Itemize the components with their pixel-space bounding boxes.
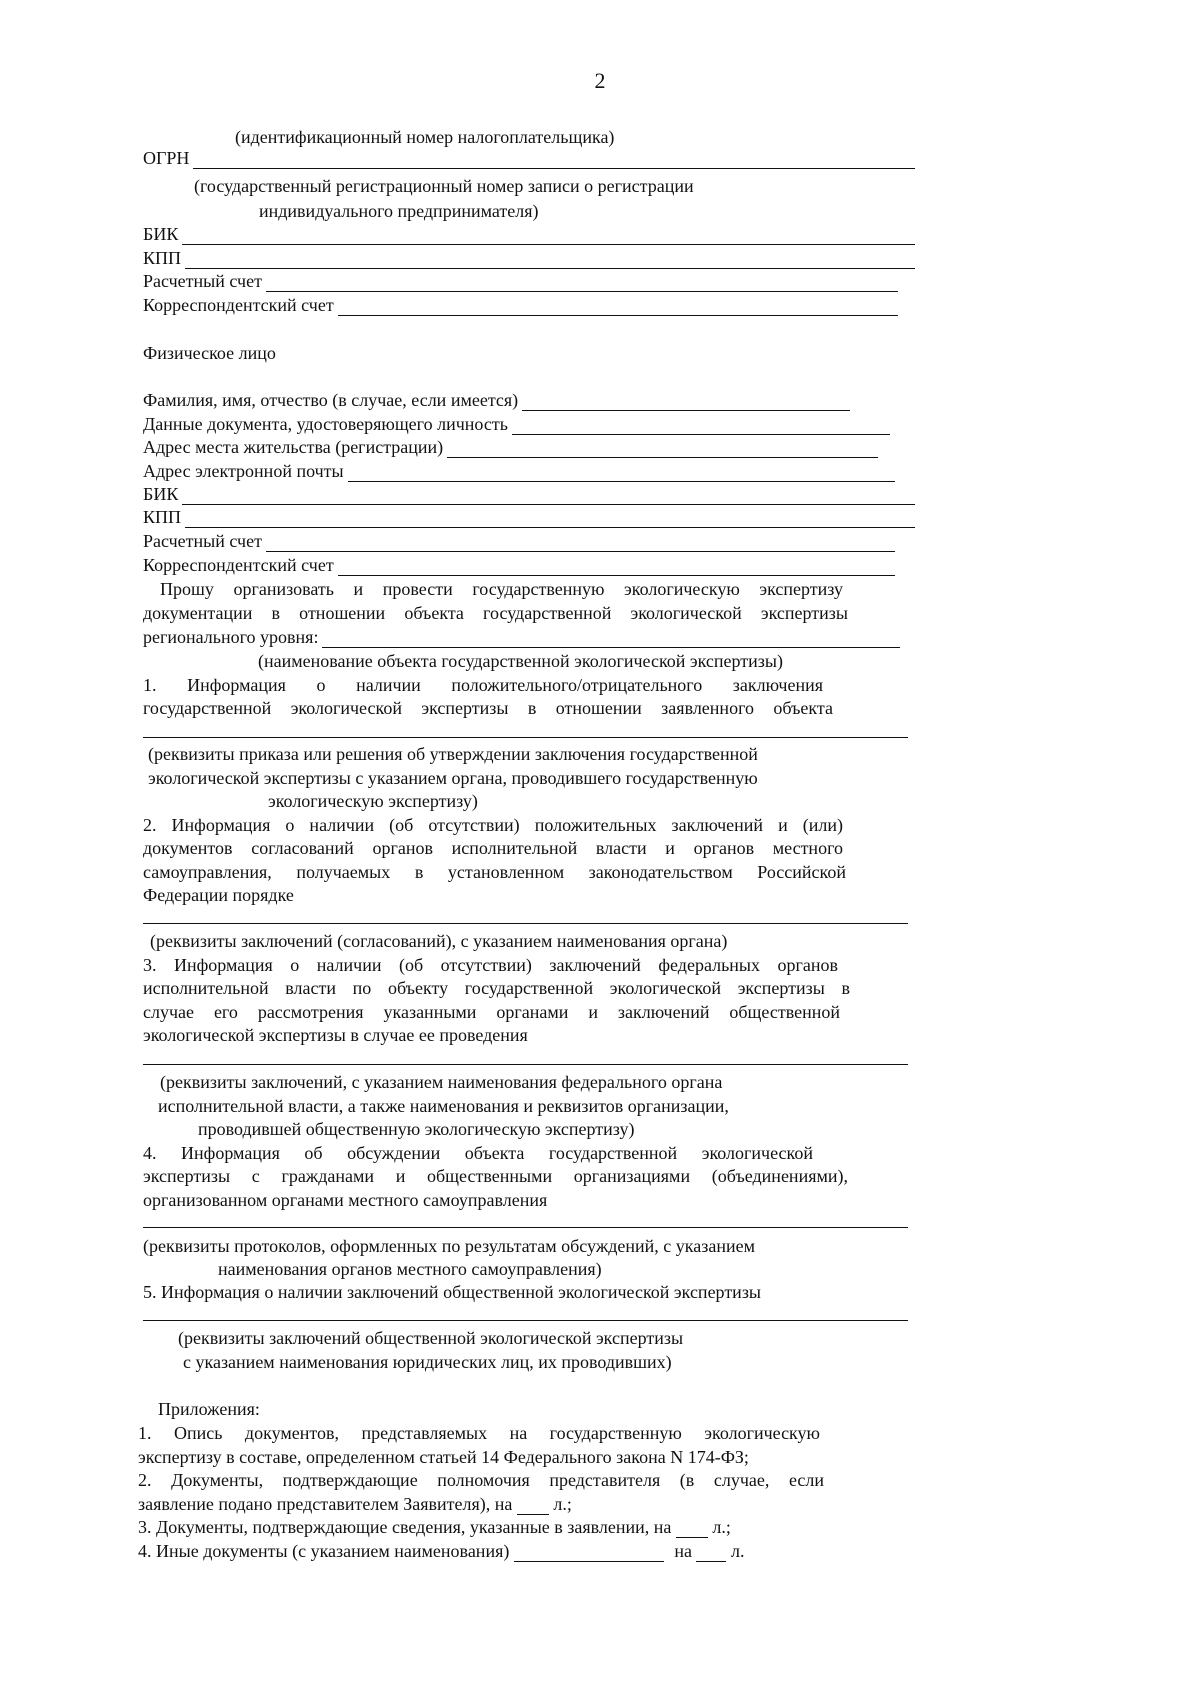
item3-line-2: исполнительной власти по объекту государственной экологической экспертизы в xyxy=(143,978,850,998)
attachment-2-line-2 xyxy=(138,1493,572,1515)
address-input-line[interactable] xyxy=(447,441,878,458)
attachment-2-line-1: 2. Документы, подтверждающие полномочия представителя (в случае, если xyxy=(138,1470,824,1490)
item5-caption-line-2: с указанием наименования юридических лиц, их проводивших) xyxy=(183,1352,672,1372)
le-bik-input-line[interactable] xyxy=(182,228,915,245)
item1-caption-line-2: экологической экспертизы с указанием органа, проводившего государственную xyxy=(148,768,758,788)
le-bik-label: БИК xyxy=(143,224,179,244)
item2-line-3: самоуправления, получаемых в установленном законодательством Российской xyxy=(143,862,846,882)
attachment-4-name-input[interactable] xyxy=(514,1545,664,1562)
inn-caption: (идентификационный номер налогоплательщика) xyxy=(235,127,615,147)
item1-input-line[interactable] xyxy=(143,737,908,738)
ind-corr-account-field[interactable] xyxy=(143,554,895,576)
item4-line-3: организованном органами местного самоуправления xyxy=(143,1190,548,1210)
attachment-4-pages-suffix: л. xyxy=(730,1541,745,1561)
id-doc-label: Данные документа, удостоверяющего личность xyxy=(143,414,508,434)
attachments-heading: Приложения: xyxy=(158,1399,260,1419)
item3-caption-line-1: (реквизиты заключений, с указанием наименования федерального органа xyxy=(160,1072,723,1092)
email-input-line[interactable] xyxy=(348,465,895,482)
le-kpp-label: КПП xyxy=(143,248,182,268)
object-name-input-line[interactable] xyxy=(322,631,900,648)
item3-caption-line-3: проводившей общественную экологическую экспертизу) xyxy=(198,1119,635,1139)
item3-input-line[interactable] xyxy=(143,1064,908,1065)
address-label: Адрес места жительства (регистрации) xyxy=(143,437,444,457)
item3-line-4: экологической экспертизы в случае ее проведения xyxy=(143,1025,528,1045)
item5-input-line[interactable] xyxy=(143,1320,908,1321)
email-field[interactable] xyxy=(143,460,895,482)
attachment-3-text: 3. Документы, подтверждающие сведения, указанные в заявлении, на xyxy=(138,1517,672,1537)
ind-account-field[interactable] xyxy=(143,530,895,552)
item2-caption: (реквизиты заключений (согласований), с указанием наименования органа) xyxy=(150,931,728,951)
ind-kpp-field[interactable] xyxy=(143,506,915,528)
ind-corr-account-input-line[interactable] xyxy=(338,559,895,576)
ogrn-field[interactable] xyxy=(143,147,915,169)
object-name-field[interactable] xyxy=(143,626,900,648)
le-corr-account-field[interactable] xyxy=(143,294,898,316)
object-name-caption: (наименование объекта государственной экологической экспертизы) xyxy=(258,651,783,671)
le-kpp-input-line[interactable] xyxy=(185,252,915,269)
item1-caption-line-1: (реквизиты приказа или решения об утверждении заключения государственной xyxy=(148,744,758,764)
attachment-3-pages-suffix: л.; xyxy=(712,1517,731,1537)
item3-line-3: случае его рассмотрения указанными органами и заключений общественной xyxy=(143,1002,840,1022)
ind-kpp-label: КПП xyxy=(143,507,182,527)
le-account-input-line[interactable] xyxy=(266,275,898,292)
page-number: 2 xyxy=(594,68,606,93)
request-line-1: Прошу организовать и провести государственную экологическую экспертизу xyxy=(160,579,843,599)
item1-line-2: государственной экологической экспертизы в отношении заявленного объекта xyxy=(143,698,833,718)
individual-heading: Физическое лицо xyxy=(143,343,276,363)
id-doc-input-line[interactable] xyxy=(512,418,890,435)
email-label: Адрес электронной почты xyxy=(143,461,344,481)
le-account-field[interactable] xyxy=(143,270,898,292)
item3-caption-line-2: исполнительной власти, а также наименования и реквизитов организации, xyxy=(158,1096,729,1116)
attachment-2-text: заявление подано представителем Заявителя), на xyxy=(138,1494,513,1514)
ind-bik-input-line[interactable] xyxy=(182,488,915,505)
ind-account-input-line[interactable] xyxy=(266,535,895,552)
item4-input-line[interactable] xyxy=(143,1227,908,1228)
item2-line-2: документов согласований органов исполнительной власти и органов местного xyxy=(143,838,843,858)
attachment-2-pages-input[interactable] xyxy=(517,1498,549,1515)
request-line-2: документации в отношении объекта государственной экологической экспертизы xyxy=(143,603,848,623)
le-corr-account-label: Корреспондентский счет xyxy=(143,295,334,315)
attachment-3-line xyxy=(138,1516,731,1538)
item4-caption-line-2: наименования органов местного самоуправления) xyxy=(218,1259,602,1279)
attachment-2-pages-suffix: л.; xyxy=(553,1494,572,1514)
item5-caption-line-1: (реквизиты заключений общественной экологической экспертизы xyxy=(178,1328,684,1348)
le-bik-field[interactable] xyxy=(143,223,915,245)
item1-caption-line-3: экологическую экспертизу) xyxy=(268,791,478,811)
item2-line-1: 2. Информация о наличии (об отсутствии) положительных заключений и (или) xyxy=(143,815,843,835)
ogrn-input-line[interactable] xyxy=(193,152,915,169)
fio-input-line[interactable] xyxy=(522,394,850,411)
attachment-4-pages-input[interactable] xyxy=(696,1545,726,1562)
attachment-4-line xyxy=(138,1540,744,1562)
ogrn-label: ОГРН xyxy=(143,148,190,168)
item4-line-1: 4. Информация об обсуждении объекта государственной экологической xyxy=(143,1143,813,1163)
attachment-1-line-1: 1. Опись документов, представляемых на государственную экологическую xyxy=(138,1423,820,1443)
ind-bik-field[interactable] xyxy=(143,483,915,505)
ind-corr-account-label: Корреспондентский счет xyxy=(143,555,334,575)
attachment-1-line-2: экспертизу в составе, определенном статьей 14 Федерального закона N 174-ФЗ; xyxy=(138,1447,749,1467)
id-doc-field[interactable] xyxy=(143,413,890,435)
ogrn-caption-line-2: индивидуального предпринимателя) xyxy=(259,201,539,221)
item4-line-2: экспертизы с гражданами и общественными организациями (объединениями), xyxy=(143,1166,848,1186)
ogrn-caption-line-1: (государственный регистрационный номер записи о регистрации xyxy=(194,176,694,196)
le-account-label: Расчетный счет xyxy=(143,271,262,291)
fio-label: Фамилия, имя, отчество (в случае, если имеется) xyxy=(143,390,519,410)
item3-line-1: 3. Информация о наличии (об отсутствии) заключений федеральных органов xyxy=(143,955,838,975)
le-corr-account-input-line[interactable] xyxy=(338,299,898,316)
item1-line-1: 1. Информация о наличии положительного/отрицательного заключения xyxy=(143,675,823,695)
item2-input-line[interactable] xyxy=(143,923,908,924)
le-kpp-field[interactable] xyxy=(143,247,915,269)
object-name-label: регионального уровня: xyxy=(143,627,319,647)
address-field[interactable] xyxy=(143,436,878,458)
item4-caption-line-1: (реквизиты протоколов, оформленных по результатам обсуждений, с указанием xyxy=(143,1236,755,1256)
ind-kpp-input-line[interactable] xyxy=(185,511,915,528)
item5-line-1: 5. Информация о наличии заключений общественной экологической экспертизы xyxy=(143,1282,762,1302)
attachment-4-on-text: на xyxy=(674,1541,692,1561)
attachment-3-pages-input[interactable] xyxy=(676,1521,708,1538)
ind-bik-label: БИК xyxy=(143,484,179,504)
fio-field[interactable] xyxy=(143,389,850,411)
ind-account-label: Расчетный счет xyxy=(143,531,262,551)
item2-line-4: Федерации порядке xyxy=(143,885,294,905)
attachment-4-text: 4. Иные документы (с указанием наименования) xyxy=(138,1541,510,1561)
